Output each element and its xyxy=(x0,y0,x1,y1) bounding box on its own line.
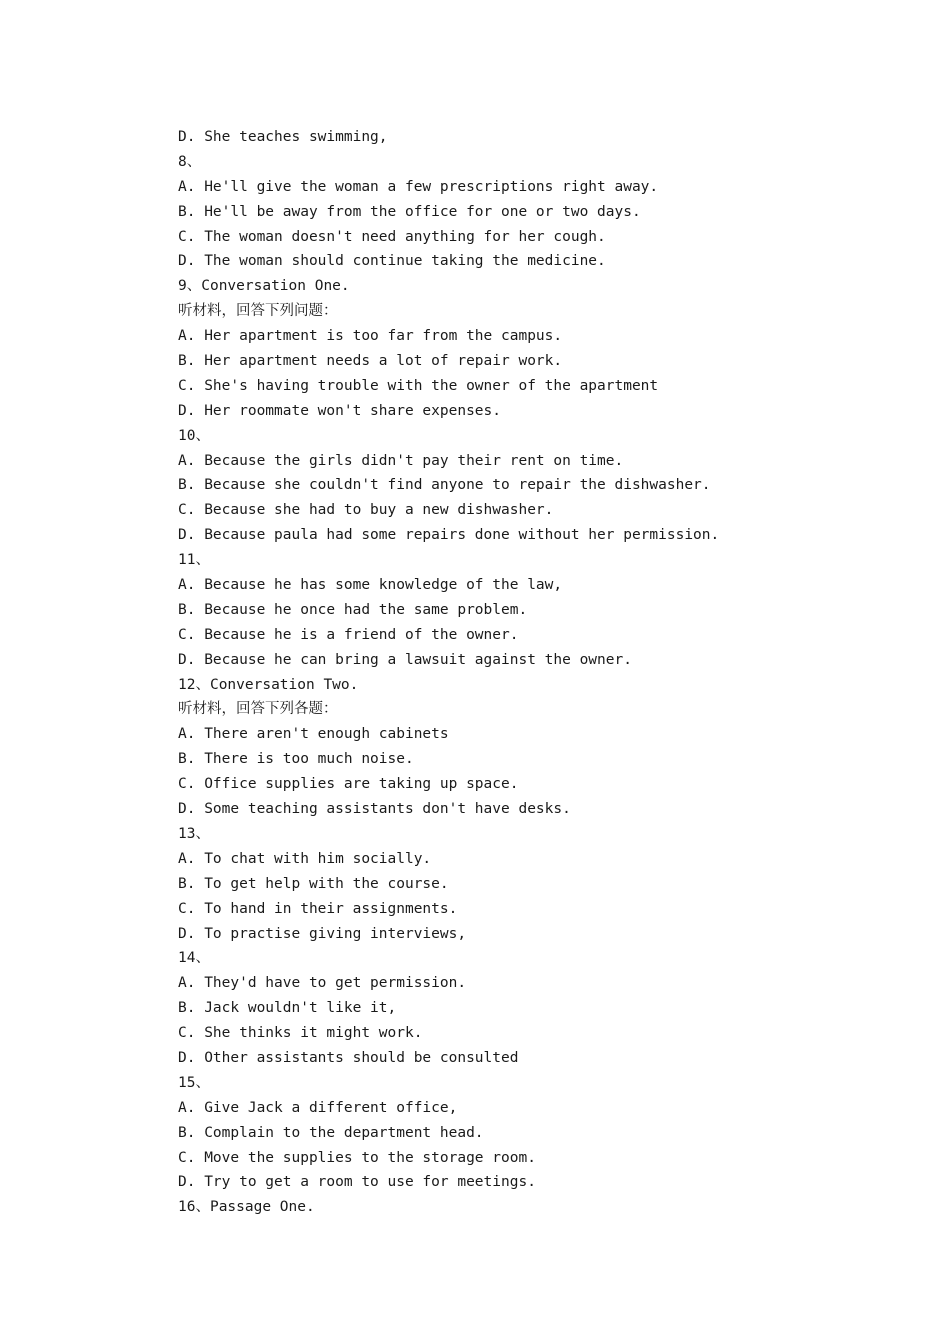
option-line: D. The woman should continue taking the medicine. xyxy=(178,253,606,270)
option-line: D. Try to get a room to use for meetings. xyxy=(178,1174,536,1191)
option-line: C. Because she had to buy a new dishwasher. xyxy=(178,502,554,519)
option-line: B. There is too much noise. xyxy=(178,751,414,768)
option-line: C. She thinks it might work. xyxy=(178,1025,423,1042)
question-number: 14、 xyxy=(178,950,210,967)
option-line: B. He'll be away from the office for one or two days. xyxy=(178,203,641,220)
instruction-line: 听材料，回答下列问题： xyxy=(178,303,338,320)
option-line: D. Because paula had some repairs done without her permission. xyxy=(178,527,720,544)
option-line: D. Because he can bring a lawsuit against the owner. xyxy=(178,651,632,668)
option-line: C. Move the supplies to the storage room. xyxy=(178,1149,536,1166)
option-line: A. Her apartment is too far from the campus. xyxy=(178,328,563,345)
option-line: A. Because he has some knowledge of the law, xyxy=(178,577,563,594)
question-number: 15、 xyxy=(178,1074,210,1091)
option-line: B. Her apartment needs a lot of repair work. xyxy=(178,353,563,370)
option-line: D. Other assistants should be consulted xyxy=(178,1049,519,1066)
option-line: A. There aren't enough cabinets xyxy=(178,726,449,743)
option-line: C. The woman doesn't need anything for her cough. xyxy=(178,228,606,245)
option-line: A. To chat with him socially. xyxy=(178,850,432,867)
question-number: 8、 xyxy=(178,153,202,170)
option-line: B. Jack wouldn't like it, xyxy=(178,1000,397,1017)
section-heading: 12、Conversation Two. xyxy=(178,676,359,693)
option-line: C. To hand in their assignments. xyxy=(178,900,458,917)
question-number: 11、 xyxy=(178,552,210,569)
section-heading: 9、Conversation One. xyxy=(178,278,350,295)
option-line: A. They'd have to get permission. xyxy=(178,975,467,992)
option-line: D. Some teaching assistants don't have desks. xyxy=(178,801,571,818)
question-number: 13、 xyxy=(178,825,210,842)
option-line: B. To get help with the course. xyxy=(178,875,449,892)
option-line: C. Office supplies are taking up space. xyxy=(178,776,519,793)
question-number: 10、 xyxy=(178,427,210,444)
option-line: C. She's having trouble with the owner of the apartment xyxy=(178,377,659,394)
option-line: A. Because the girls didn't pay their rent on time. xyxy=(178,452,624,469)
option-line: D. She teaches swimming, xyxy=(178,129,388,145)
option-line: B. Because he once had the same problem. xyxy=(178,601,528,618)
option-line: A. Give Jack a different office, xyxy=(178,1099,458,1116)
option-line: B. Complain to the department head. xyxy=(178,1124,484,1141)
instruction-line: 听材料，回答下列各题： xyxy=(178,701,338,718)
option-line: B. Because she couldn't find anyone to repair the dishwasher. xyxy=(178,477,711,494)
question-text xyxy=(178,125,918,1220)
option-line: D. Her roommate won't share expenses. xyxy=(178,402,502,419)
section-heading: 16、Passage One. xyxy=(178,1199,315,1216)
option-line: C. Because he is a friend of the owner. xyxy=(178,626,519,643)
option-line: D. To practise giving interviews, xyxy=(178,925,467,942)
option-line: A. He'll give the woman a few prescriptions right away. xyxy=(178,178,659,195)
